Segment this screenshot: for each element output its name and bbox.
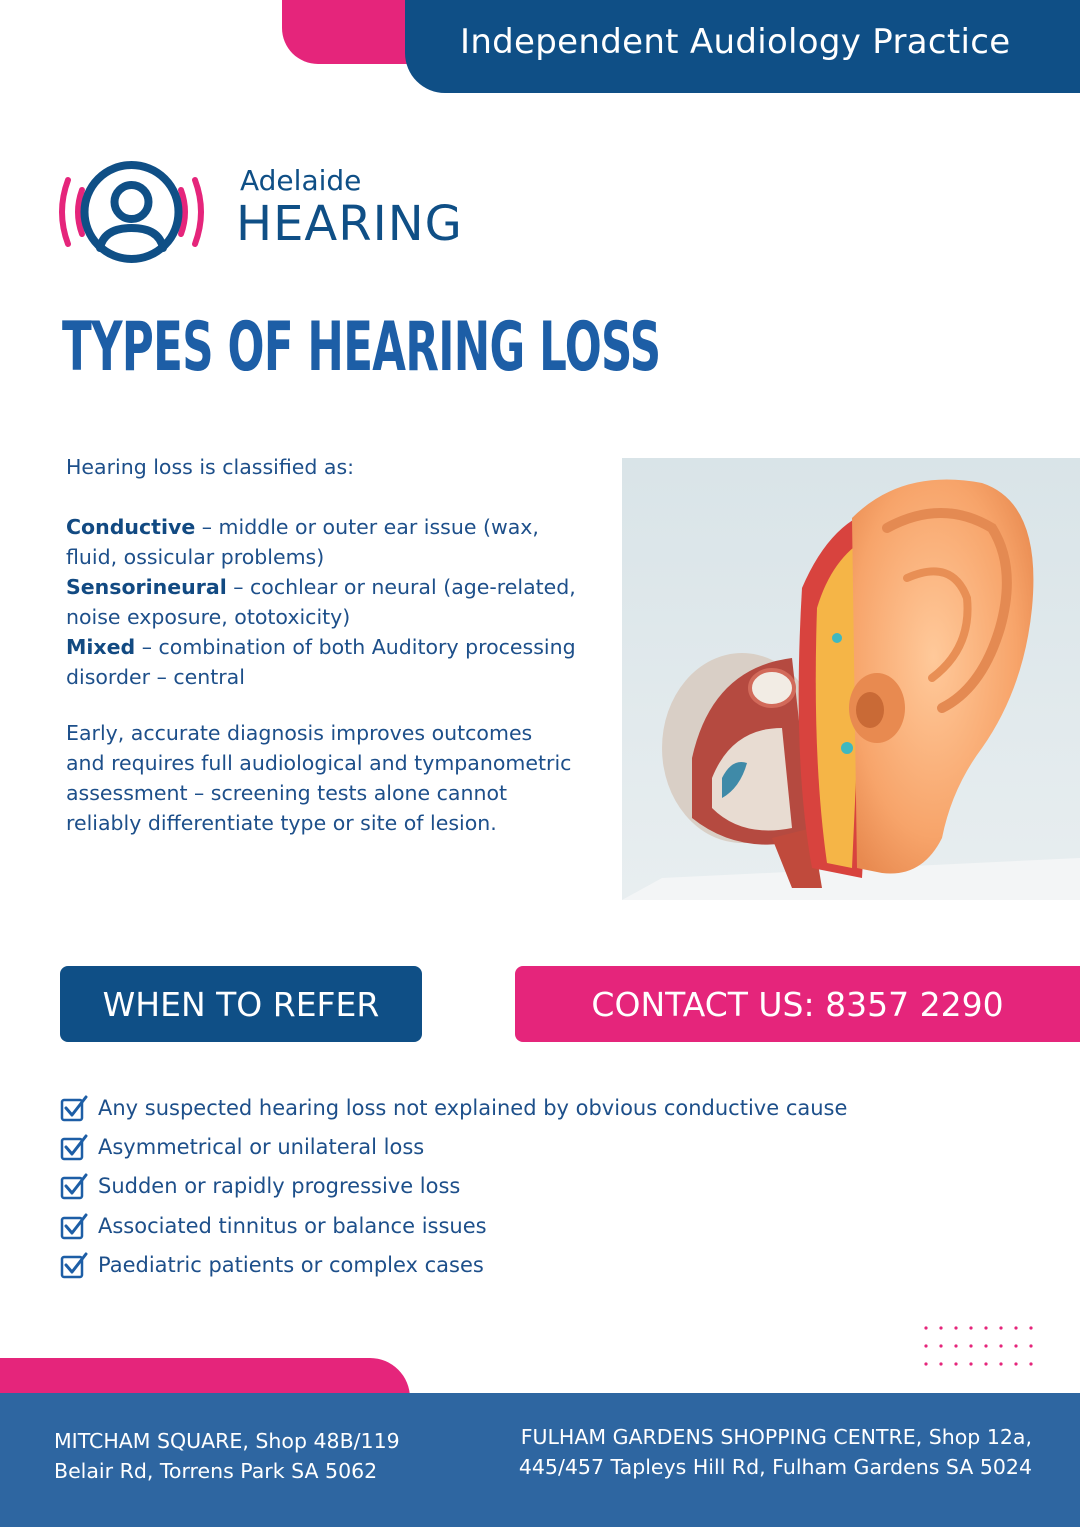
list-item-text: Sudden or rapidly progressive loss (98, 1174, 461, 1199)
type-mixed (66, 632, 576, 692)
list-item-text: Associated tinnitus or balance issues (98, 1213, 487, 1238)
address-fulham (519, 1422, 1032, 1482)
list-item-text: Any suspected hearing loss not explained by obvious conductive cause (98, 1095, 848, 1120)
list-item (60, 1167, 960, 1206)
list-item (60, 1088, 960, 1127)
logo-icon (54, 152, 209, 272)
referral-checklist (60, 1088, 960, 1285)
address-line: Belair Rd, Torrens Park SA 5062 (54, 1459, 378, 1483)
list-item (60, 1206, 960, 1245)
address-line: 445/457 Tapleys Hill Rd, Fulham Gardens SA 5024 (518, 1455, 1032, 1479)
logo-text-adelaide: Adelaide (240, 164, 362, 197)
type-name: Mixed (66, 635, 136, 659)
address-line: MITCHAM SQUARE, Shop 48B/119 (54, 1429, 400, 1453)
intro-closing: Early, accurate diagnosis improves outcomes and requires full audiological and tympanometric assessment – screening tests alone cannot reliably differentiate type or site of lesion. (66, 721, 572, 835)
address-line: FULHAM GARDENS SHOPPING CENTRE, Shop 12a, (520, 1425, 1032, 1449)
type-sensorineural (66, 572, 576, 632)
list-item (60, 1127, 960, 1166)
checkbox-checked-icon (60, 1094, 88, 1122)
intro-section (66, 452, 576, 838)
type-description: – cochlear or neural (age-related, noise exposure, ototoxicity) (66, 575, 576, 629)
page-title: TYPES OF HEARING LOSS (62, 308, 661, 387)
contact-us-button[interactable]: CONTACT US: 8357 2290 (515, 966, 1080, 1042)
banner-text: Independent Audiology Practice (460, 22, 1011, 62)
intro-lead: Hearing loss is classified as: (66, 455, 355, 479)
type-description: – combination of both Auditory processing disorder – central (66, 635, 576, 689)
checkbox-checked-icon (60, 1212, 88, 1240)
type-conductive (66, 512, 576, 572)
list-item (60, 1246, 960, 1285)
when-to-refer-button[interactable]: WHEN TO REFER (60, 966, 422, 1042)
checkbox-checked-icon (60, 1251, 88, 1279)
dot-grid-decoration (922, 1324, 1038, 1368)
checkbox-checked-icon (60, 1133, 88, 1161)
logo-text-hearing: HEARING (236, 196, 463, 252)
type-name: Sensorineural (66, 575, 227, 599)
type-name: Conductive (66, 515, 196, 539)
address-mitcham (54, 1426, 400, 1486)
top-banner (405, 0, 1080, 93)
checkbox-checked-icon (60, 1172, 88, 1200)
list-item-text: Asymmetrical or unilateral loss (98, 1135, 425, 1160)
list-item-text: Paediatric patients or complex cases (98, 1253, 484, 1278)
ear-model-image (622, 458, 1080, 900)
type-description: – middle or outer ear issue (wax, fluid, ossicular problems) (66, 515, 539, 569)
